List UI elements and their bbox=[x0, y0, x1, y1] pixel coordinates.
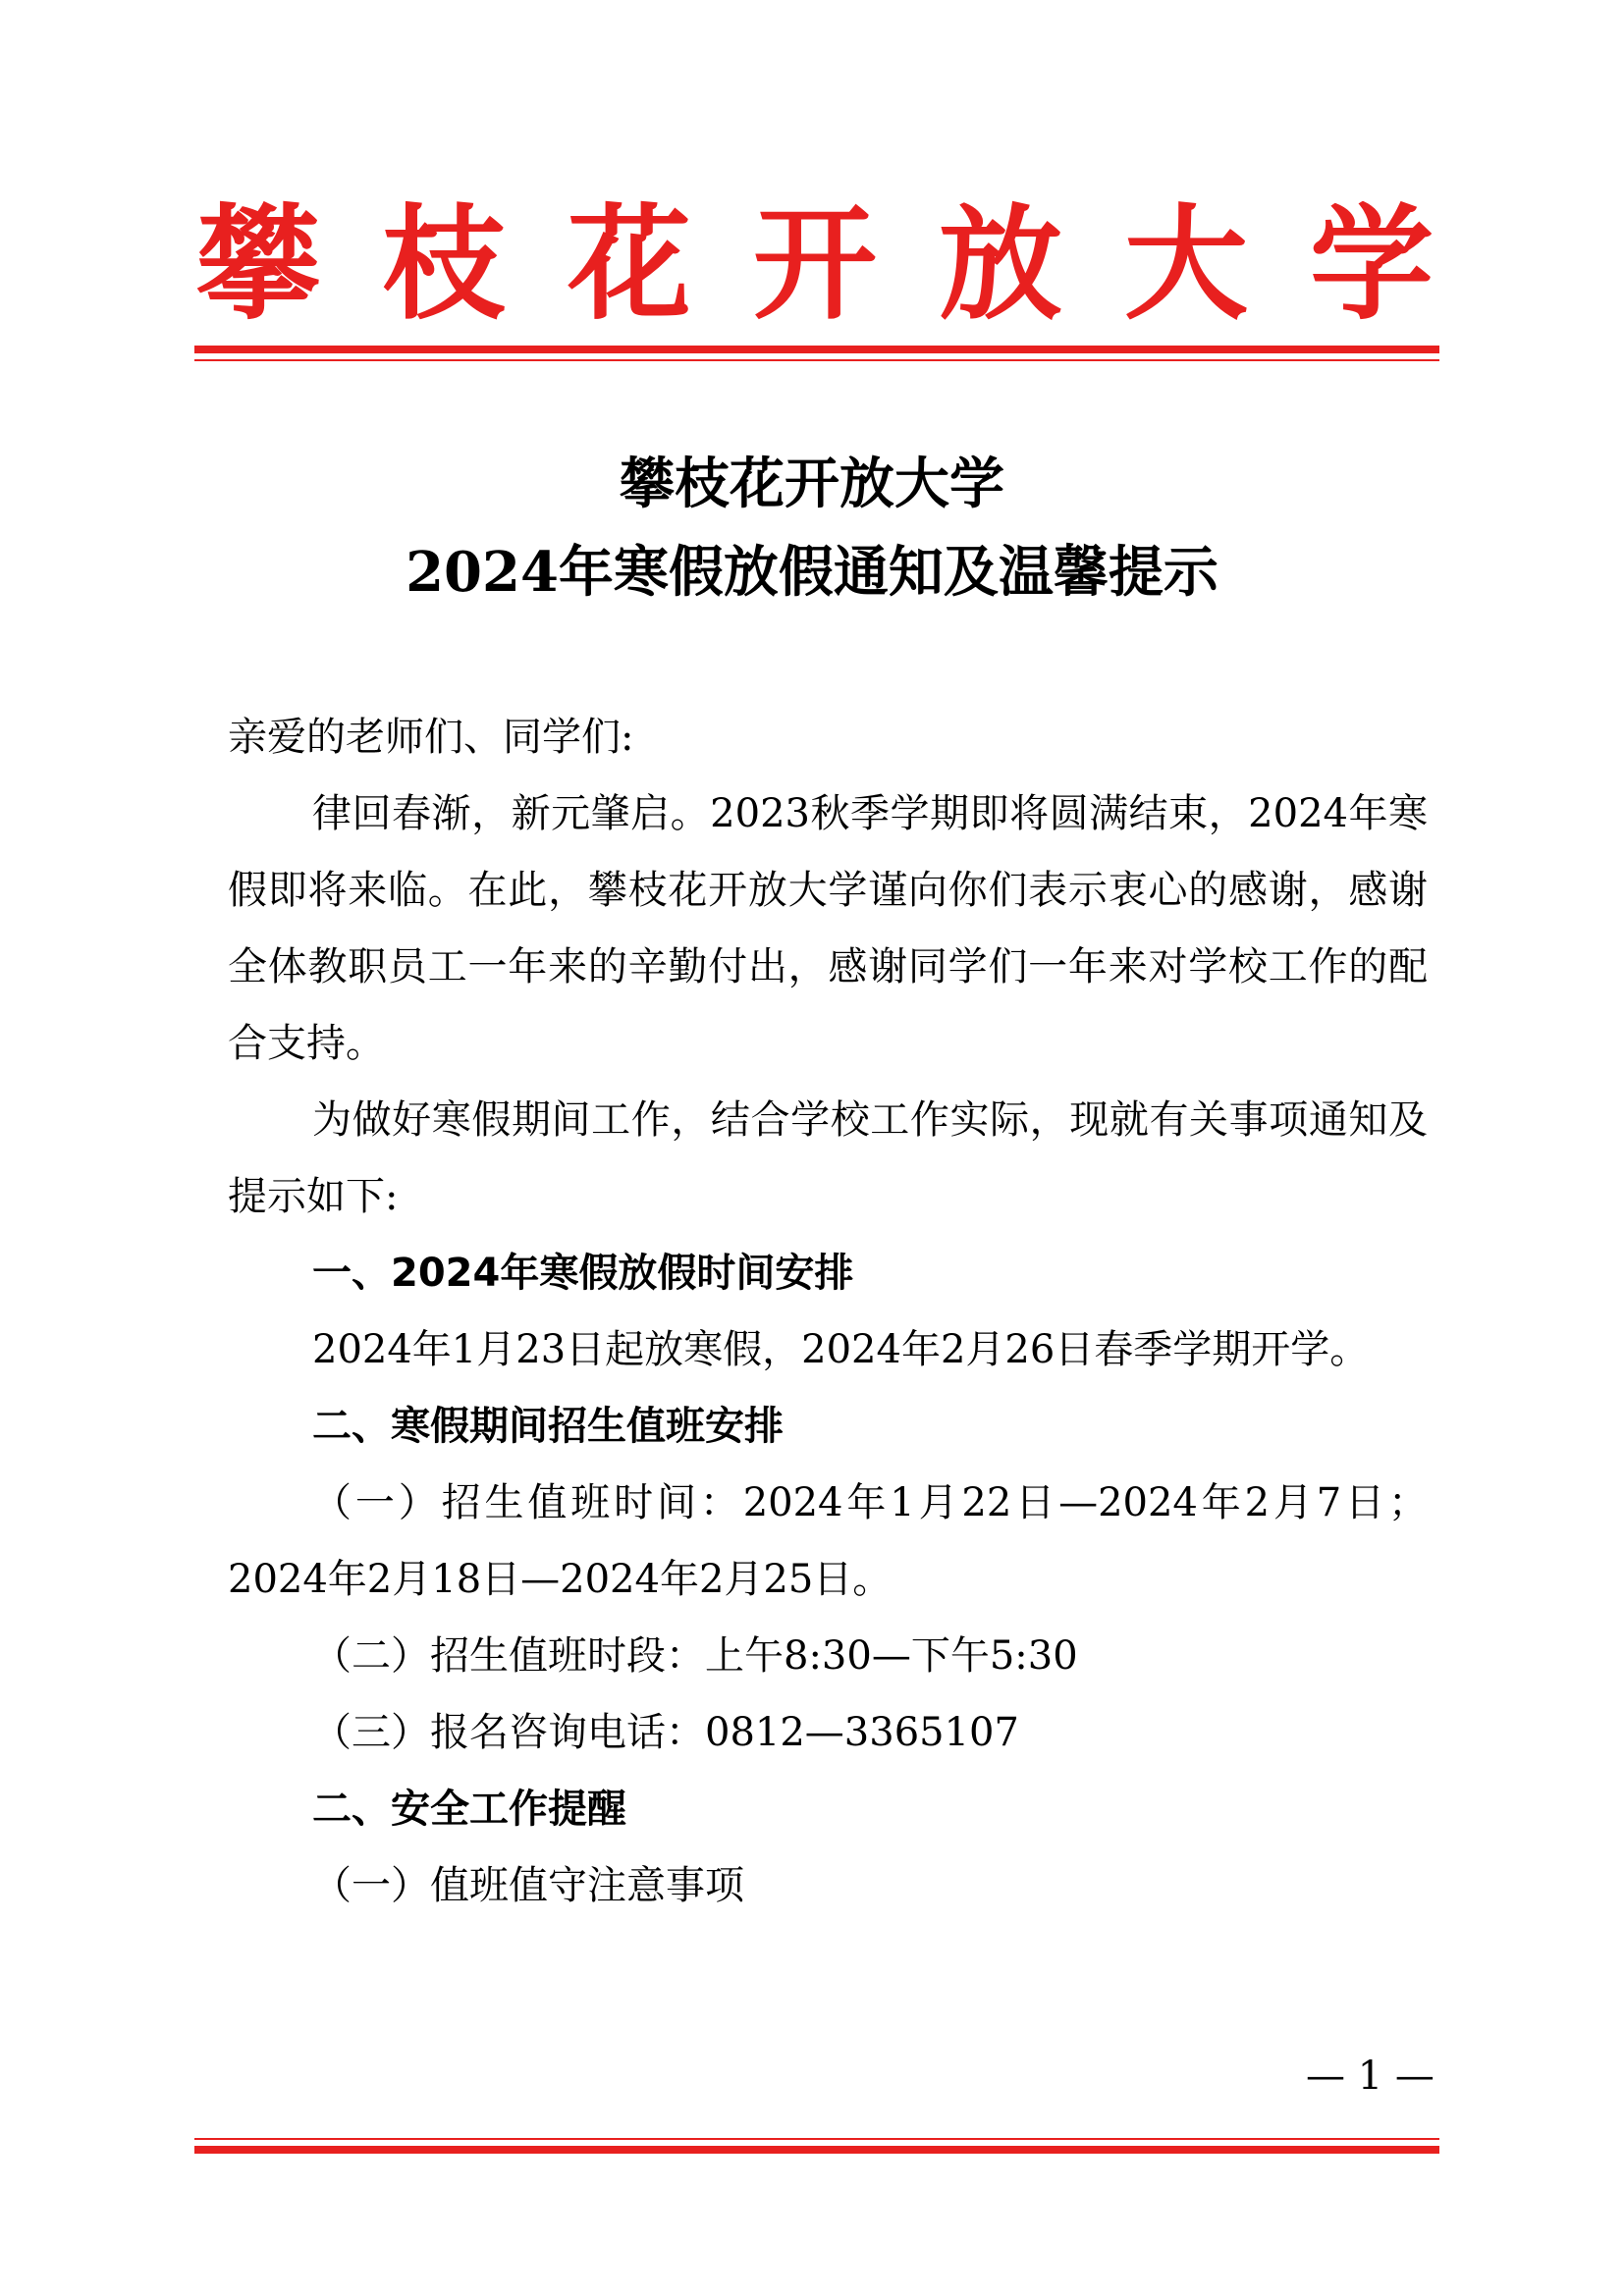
letterhead-char: 攀 bbox=[196, 192, 320, 337]
page-number: — 1 — bbox=[1306, 2054, 1435, 2099]
document-title-line1: 攀枝花开放大学 bbox=[620, 452, 1004, 516]
letterhead-char: 开 bbox=[753, 192, 877, 337]
letterhead-char: 花 bbox=[568, 192, 691, 337]
document-title-line2: 2024年寒假放假通知及温馨提示 bbox=[406, 540, 1218, 605]
letterhead-char: 大 bbox=[1124, 192, 1248, 337]
footer-rule-thin bbox=[194, 2138, 1439, 2140]
document-body bbox=[228, 699, 1428, 1924]
consult-phone-item: （三）报名咨询电话：0812—3365107 bbox=[312, 1710, 1019, 1755]
letterhead-title bbox=[196, 182, 1434, 348]
duty-hours-item: （二）招生值班时段：上午8:30—下午5:30 bbox=[312, 1633, 1078, 1679]
section-heading-safety: 二、安全工作提醒 bbox=[312, 1787, 626, 1832]
paragraph-greeting: 律回春渐，新元肇启。2023秋季学期即将圆满结束，2024年寒假即将来临。在此，攀枝花开放大学谨向你们表示衷心的感谢，感谢全体教职员工一年来的辛勤付出，感谢同学们一年来对学校工作的配合支持。 bbox=[228, 791, 1428, 1066]
salutation: 亲爱的老师们、同学们: bbox=[228, 715, 634, 760]
letterhead-char: 枝 bbox=[382, 192, 506, 337]
header-rule-thick bbox=[194, 346, 1439, 353]
letterhead-char: 学 bbox=[1310, 192, 1434, 337]
letterhead-char: 放 bbox=[939, 192, 1062, 337]
section-heading-holiday-schedule: 一、2024年寒假放假时间安排 bbox=[312, 1251, 854, 1296]
duty-time-item: （一）招生值班时间：2024年1月22日—2024年2月7日；2024年2月18日—2024年2月25日。 bbox=[228, 1480, 1428, 1602]
footer-rule-thick bbox=[194, 2146, 1439, 2154]
section-heading-admissions-duty: 二、寒假期间招生值班安排 bbox=[312, 1404, 784, 1449]
duty-notes-item: （一）值班值守注意事项 bbox=[312, 1863, 744, 1908]
header-rule-thin bbox=[194, 359, 1439, 361]
paragraph-intro: 为做好寒假期间工作，结合学校工作实际，现就有关事项通知及提示如下: bbox=[228, 1097, 1428, 1219]
paragraph-holiday-dates: 2024年1月23日起放寒假，2024年2月26日春季学期开学。 bbox=[312, 1327, 1370, 1372]
